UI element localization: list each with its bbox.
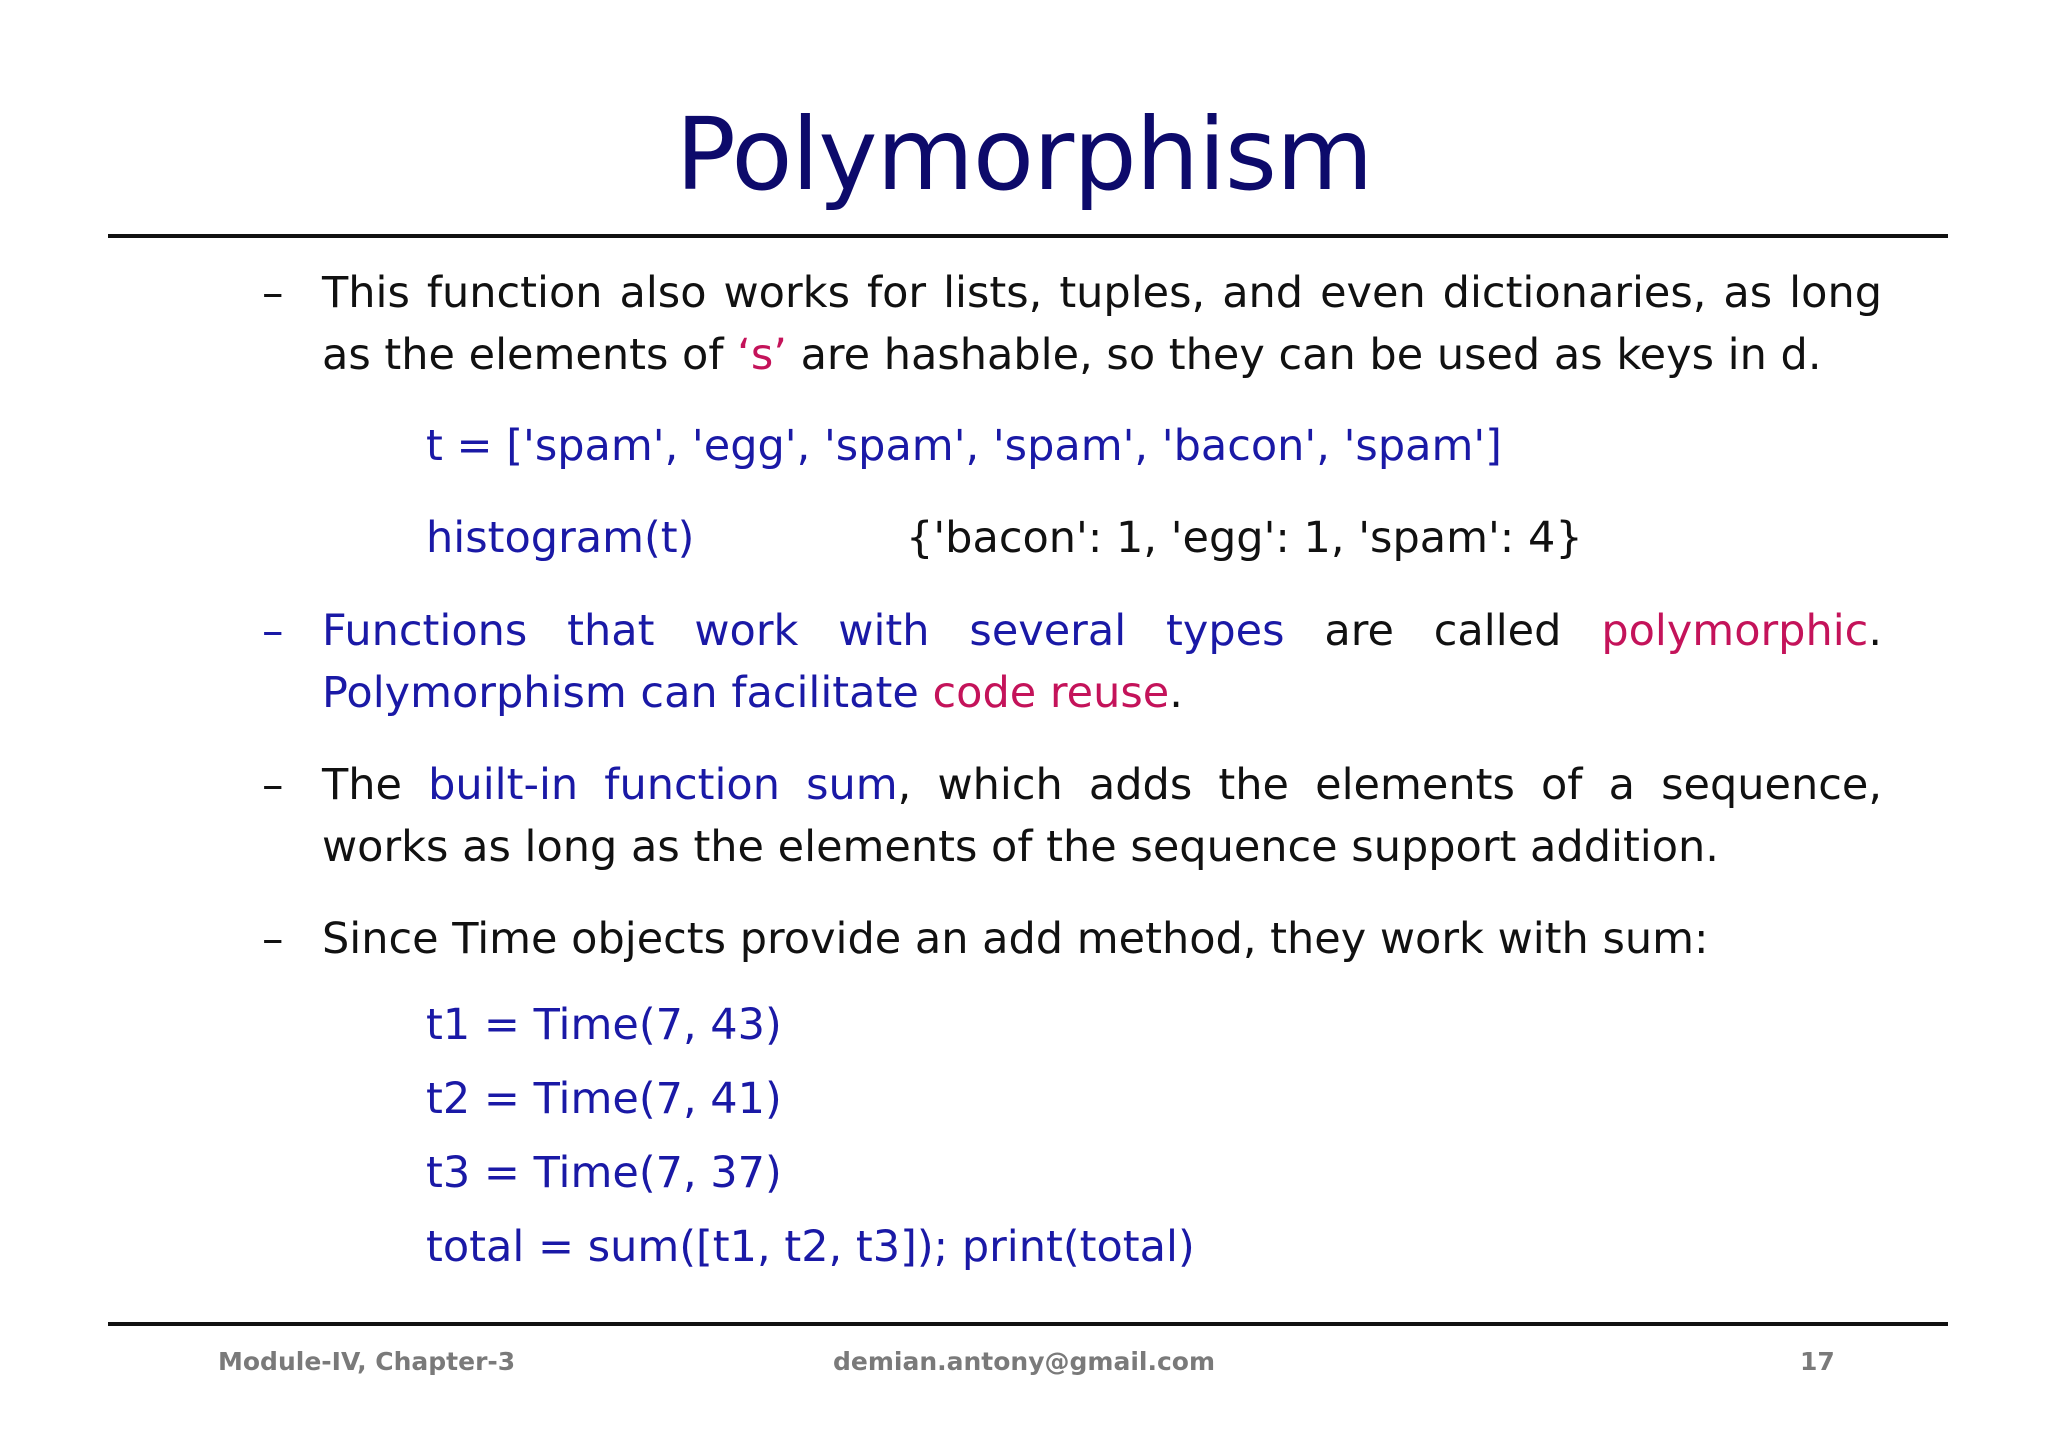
slide-title: Polymorphism xyxy=(675,96,1373,213)
bullet-2-part-2: are called xyxy=(1284,606,1602,656)
bullet-2-polymorphic: polymorphic xyxy=(1601,606,1869,656)
bullet-2-text xyxy=(322,600,1882,724)
bullet-4-part-1: Since Time objects provide an add method, they work with sum: xyxy=(322,914,1709,964)
bullet-2-code-reuse: code reuse xyxy=(932,668,1170,718)
code-t1: t1 = Time(7, 43) xyxy=(426,1000,782,1050)
code-histogram-output: {'bacon': 1, 'egg': 1, 'spam': 4} xyxy=(906,513,1583,563)
bullet-3-text xyxy=(322,754,1882,878)
bullet-3-part-3: , which adds the elements of a sequence, works as long as the elements of the sequence support addition. xyxy=(322,760,1882,872)
bullet-2-part-5: Polymorphism can facilitate xyxy=(322,668,933,718)
code-t3: t3 = Time(7, 37) xyxy=(426,1148,782,1198)
bullet-2-part-1: Functions that work with several types xyxy=(322,606,1285,656)
bullet-dash: – xyxy=(262,606,284,656)
bullet-1 xyxy=(262,262,1882,386)
bullet-3 xyxy=(262,754,1882,878)
bullet-2-part-7: . xyxy=(1169,668,1183,718)
bullet-3-builtin-sum: built-in function sum xyxy=(428,760,898,810)
code-t2: t2 = Time(7, 41) xyxy=(426,1074,782,1124)
footer-module: Module-IV, Chapter-3 xyxy=(218,1347,516,1376)
code-total: total = sum([t1, t2, t3]); print(total) xyxy=(426,1222,1195,1272)
bullet-1-part-3: are hashable, so they can be used as keys in d. xyxy=(786,330,1822,380)
bullet-1-text xyxy=(322,262,1882,386)
bullet-1-s-highlight: ‘s’ xyxy=(737,330,787,380)
footer-email: demian.antony@gmail.com xyxy=(832,1347,1216,1376)
bullet-2-part-4: . xyxy=(1868,606,1882,656)
title-divider xyxy=(108,234,1948,238)
bullet-dash: – xyxy=(262,760,284,810)
bullet-2 xyxy=(262,600,1882,724)
bullet-3-part-1: The xyxy=(322,760,429,810)
bullet-1-part-1: This function also works for lists, tuples, and even dictionaries, as long as the elements of xyxy=(322,268,1882,380)
code-t-list: t = ['spam', 'egg', 'spam', 'spam', 'bacon', 'spam'] xyxy=(426,421,1502,471)
footer-page-number: 17 xyxy=(1800,1347,1835,1376)
footer-divider xyxy=(108,1322,1948,1326)
bullet-4 xyxy=(262,908,1882,970)
code-histogram-call: histogram(t) xyxy=(426,513,695,563)
bullet-4-text xyxy=(322,908,1882,970)
bullet-dash: – xyxy=(262,914,284,964)
bullet-dash: – xyxy=(262,268,284,318)
